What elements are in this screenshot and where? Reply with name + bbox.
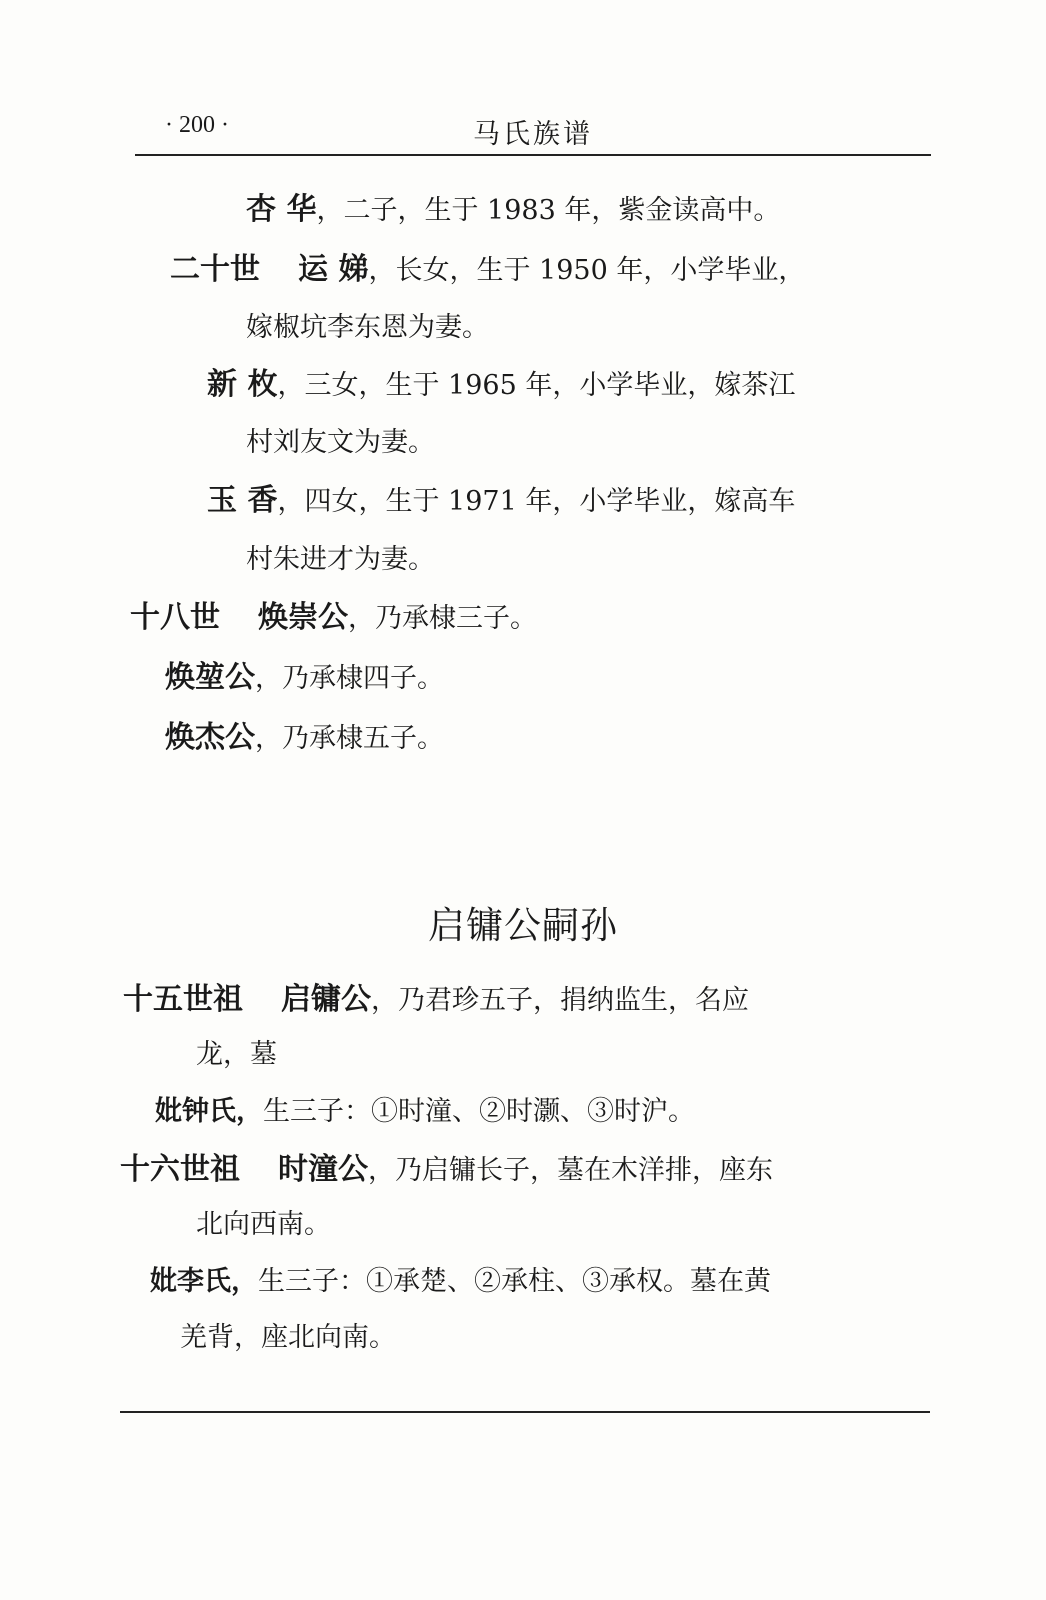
entry-yuxiang — [207, 481, 795, 522]
spouse-li — [150, 1262, 771, 1302]
entry-xinmei-cont: 村刘友文为妻。 — [246, 427, 435, 458]
entry-text: ，乃承棣三子。 — [348, 603, 537, 634]
entry-text: ，乃承棣四子。 — [255, 663, 444, 694]
entry-yundi-cont: 嫁椒坑李东恩为妻。 — [246, 312, 489, 343]
entry-huankun — [165, 658, 444, 699]
entry-name: 时潼公 — [278, 1152, 368, 1187]
entry-huanjie — [165, 718, 444, 759]
entry-name: 焕堃公 — [165, 660, 255, 695]
generation-label: 十八世 — [130, 600, 220, 635]
entry-yuxiang-cont: 村朱进才为妻。 — [246, 544, 435, 575]
footer-rule — [120, 1411, 930, 1413]
entry-text: 生三子：①时潼、②时灏、③时沪。 — [263, 1096, 695, 1127]
entry-text: ，长女，生于 1950 年，小学毕业， — [368, 255, 806, 286]
generation-label: 二十世 — [170, 252, 260, 287]
entry-name: 玉 香 — [207, 483, 278, 518]
entry-text: ，二子，生于 1983 年，紫金读高中。 — [316, 195, 781, 226]
entry-huanchong — [130, 598, 537, 639]
entry-xinghua — [246, 190, 780, 231]
entry-name: 启镛公 — [281, 982, 371, 1017]
entry-text: ，乃承棣五子。 — [255, 723, 444, 754]
spouse-label: 妣钟氏， — [155, 1096, 263, 1127]
entry-qiyong-cont: 龙，墓 — [196, 1039, 277, 1070]
entry-text: ，乃君珍五子，捐纳监生，名应 — [371, 985, 749, 1016]
spouse-label: 妣李氏， — [150, 1266, 258, 1297]
entry-shitong-cont: 北向西南。 — [196, 1209, 331, 1240]
entry-name: 杏 华 — [246, 192, 317, 227]
entry-qiyong — [123, 980, 749, 1021]
entry-text: ，三女，生于 1965 年，小学毕业，嫁茶江 — [277, 370, 796, 401]
entry-name: 运 娣 — [298, 252, 369, 287]
spouse-li-cont: 羌背，座北向南。 — [180, 1322, 396, 1353]
entry-text: ，四女，生于 1971 年，小学毕业，嫁高车 — [277, 486, 796, 517]
entry-text: 生三子：①承楚、②承柱、③承权。墓在黄 — [258, 1266, 771, 1297]
generation-label: 十五世祖 — [123, 982, 243, 1017]
entry-xinmei — [207, 365, 795, 406]
page-header — [135, 112, 931, 152]
spouse-zhong — [155, 1092, 695, 1132]
entry-yundi — [170, 250, 805, 291]
entry-name: 焕杰公 — [165, 720, 255, 755]
running-title: 马氏族谱 — [473, 119, 593, 150]
section-title: 启镛公嗣孙 — [428, 904, 618, 947]
entry-shitong — [120, 1150, 773, 1191]
generation-label: 十六世祖 — [120, 1152, 240, 1187]
header-rule — [135, 154, 931, 156]
entry-text: ，乃启镛长子，墓在木洋排，座东 — [368, 1155, 773, 1186]
entry-name: 新 枚 — [207, 367, 278, 402]
page-number: · 200 · — [165, 112, 229, 138]
entry-name: 焕崇公 — [258, 600, 348, 635]
